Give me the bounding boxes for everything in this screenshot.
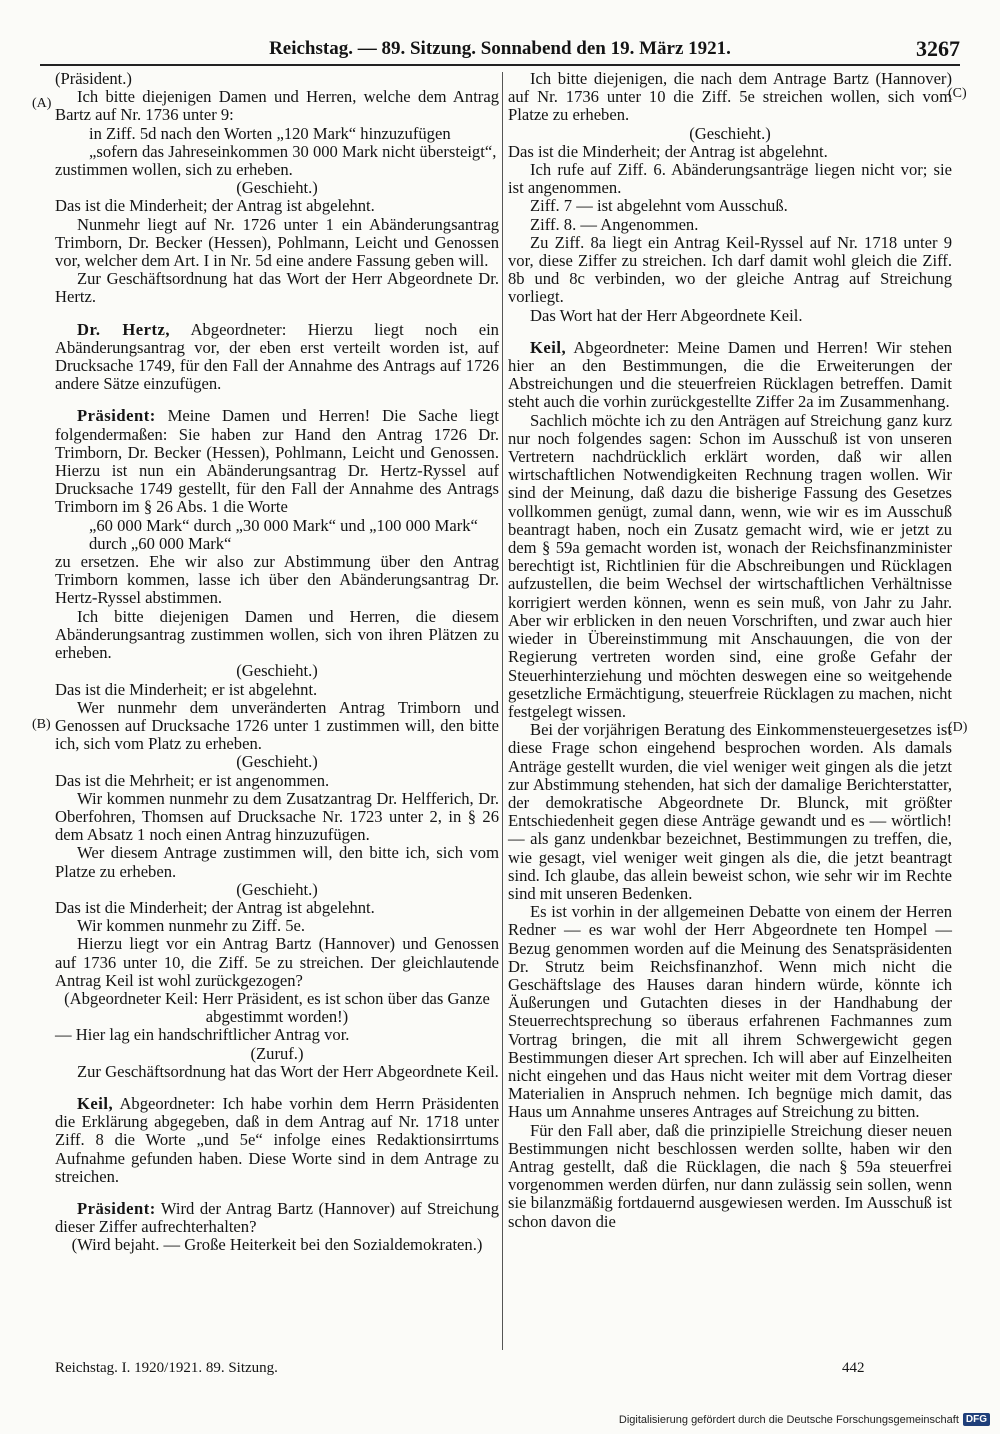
speaker-name: Präsident: xyxy=(77,1198,156,1218)
speech-paragraph xyxy=(55,1200,499,1236)
footer-page-code: 442 xyxy=(842,1360,865,1376)
page-header xyxy=(40,36,960,64)
speech-paragraph xyxy=(55,407,499,516)
footer-session-line: Reichstag. I. 1920/1921. 89. Sitzung. xyxy=(55,1360,278,1376)
paragraph: Hierzu liegt vor ein Antrag Bartz (Hannover) und Genossen auf 1736 unter 10, die Ziff. 5e zu streichen. Der gleichlautende Antrag Keil ist wohl zurückgezogen? xyxy=(55,934,499,990)
paragraph: Ich rufe auf Ziff. 6. Abänderungsanträge liegen nicht vor; sie ist angenommen. xyxy=(508,160,952,198)
paragraph: — Hier lag ein handschriftlicher Antrag vor. xyxy=(55,1025,350,1045)
left-column xyxy=(55,70,499,1255)
stage-direction: (Geschieht.) xyxy=(689,123,771,143)
paragraph: Nunmehr liegt auf Nr. 1726 unter 1 ein Abänderungsantrag Trimborn, Dr. Becker (Hessen), Pohlmann, Leicht und Genossen vor, welcher dem Art. I in Nr. 5d eine andere Fassung geben will. xyxy=(55,214,499,271)
stage-direction: (Geschieht.) xyxy=(236,752,318,772)
paragraph: Ich bitte diejenigen Damen und Herren, welche dem Antrag Bartz auf Nr. 1736 unter 9: xyxy=(55,87,499,125)
paragraph: Bei der vorjährigen Beratung des Einkommensteuergesetzes ist diese Frage schon eingehend besprochen worden. Als damals Anträge gestellt wurden, die viel weniger weit gingen als die jetzt zur Abstimmung stehenden, hat sich der damalige Berichterstatter, der demokratische Abgeordnete Dr. Blunck, mit größter Entschiedenheit gegen diese Anträge gewandt und es — wörtlich! — als ganz undenkbar bezeichnet, Bestimmungen zu treffen, die, wie gesagt, viel weniger weit gingen als die, die jetzt beantragt sind. Ich glaube, das allein beweist schon, wie sehr wir im Rechte sind mit unseren Bedenken. xyxy=(508,720,952,903)
speech-text: Meine Damen und Herren! Die Sache liegt folgendermaßen: Sie haben zur Hand den Antrag 1726 Dr. Trimborn, Dr. Becker (Hessen), Pohlmann, Leicht und Genossen. Hierzu ist nun ein Abänderungsantrag Dr. Hertz-Ryssel auf Drucksache 1749 gestellt, für den Fall der Annahme des Antrags Trimborn im § 26 Abs. 1 die Worte xyxy=(55,406,499,517)
header-rule xyxy=(40,64,960,66)
paragraph: Wer diesem Antrage zustimmen will, den bitte ich, sich vom Platze zu erheben. xyxy=(55,843,499,881)
header-page-number: 3267 xyxy=(916,36,960,61)
paragraph: Zur Geschäftsordnung hat das Wort der Herr Abgeordnete Keil. xyxy=(77,1061,499,1081)
speech-text: Wird der Antrag Bartz (Hannover) auf Streichung dieser Ziffer aufrechterhalten? xyxy=(55,1198,499,1237)
paragraph: zu ersetzen. Ehe wir also zur Abstimmung über den Antrag Trimborn kommen, lasse ich über den Abänderungsantrag Dr. Hertz-Ryssel abstimmen. xyxy=(55,552,499,608)
paragraph: Das ist die Minderheit; er ist abgelehnt. xyxy=(55,679,318,699)
header-title: Reichstag. — 89. Sitzung. Sonnabend den 19. März 1921. xyxy=(269,38,731,59)
speech-paragraph xyxy=(55,321,499,394)
speaker-name: Keil, xyxy=(77,1093,114,1113)
credit-text: Digitalisierung gefördert durch die Deutsche Forschungsgemeinschaft xyxy=(618,1413,959,1426)
stage-direction: (Geschieht.) xyxy=(236,879,318,899)
column-separator xyxy=(502,72,503,1350)
paragraph: Ziff. 8. — Angenommen. xyxy=(530,214,699,234)
stage-direction: (Wird bejaht. — Große Heiterkeit bei den Sozialdemokraten.) xyxy=(71,1235,483,1255)
paragraph: Für den Fall aber, daß die prinzipielle Streichung dieser neuen Bestimmungen nicht beschlossen werden sollte, haben wir den Antrag gestellt, daß die Rücklagen, die nach § 59a steuerfrei vorgenommen werden dürfen, nur dann zulässig sein sollen, wenn sie bilanzmäßig fortdauernd ausgewiesen werden. Im Ausschuß ist schon davon die xyxy=(508,1120,952,1231)
dfg-logo: DFG xyxy=(963,1413,990,1426)
paragraph: Ich bitte diejenigen Damen und Herren, die diesem Abänderungsantrag zustimmen wollen, sich von ihren Plätzen zu erheben. xyxy=(55,606,499,663)
paragraph: zustimmen wollen, sich zu erheben. xyxy=(55,160,293,180)
paragraph: (Präsident.) xyxy=(55,69,132,88)
speech-paragraph xyxy=(55,1095,499,1186)
stage-direction: (Geschieht.) xyxy=(236,661,318,681)
margin-label-c: (C) xyxy=(948,86,967,101)
speech-paragraph xyxy=(508,339,952,412)
paragraph: Wer nunmehr dem unveränderten Antrag Trimborn und Genossen auf Drucksache 1726 unter 1 zustimmen will, den bitte ich, sich vom Platz zu erheben. xyxy=(55,697,499,754)
paragraph: Ziff. 7 — ist abgelehnt vom Ausschuß. xyxy=(530,196,788,216)
speaker-name: Präsident: xyxy=(77,406,156,426)
paragraph: Sachlich möchte ich zu den Anträgen auf Streichung ganz kurz nur noch folgendes sagen: Schon im Ausschuß ist von unseren Vertretern nachdrücklich erklärt worden, daß wir allen wirtschaftlichen Notwendigkeiten Rechnung tragen wollen. Wir sind der Meinung, daß dazu die bisherige Fassung des Gesetzes vollkommen genügt, zumal dann, wenn, wie wir es im Ausschuß beantragt haben, noch ein Zusatz gemacht wird, wie er jetzt zu dem § 59a gemacht worden ist, wonach der Reichsfinanzminister berechtigt ist, Richtlinien für die Abschreibungen und Rücklagen aufzustellen, die beim Wechsel der wirtschaftlichen Verhältnisse korrigiert werden können, wenn es sein muß, von Jahr zu Jahr. Aber wir erblicken in den neuen Vorschriften, und zwar auch hier wieder in Übereinstimmung mit Anschauungen, die von der Regierung vertreten worden sind, eine große Gefahr der Steuerhinterziehung und möchten deswegen eine so weitgehende gesetzliche Ermächtigung, steuerfreie Rücklagen zu machen, nicht festgelegt wissen. xyxy=(508,410,952,721)
speaker-name: Dr. Hertz, xyxy=(77,319,171,339)
speech-text: Abgeordneter: Meine Damen und Herren! Wir stehen hier an den Bestimmungen, die die Erweiterungen der Abstreichungen und die steuerfreien Rücklagen betreffen. Damit steht auch die vorhin zurückgestellte Ziffer 2a im Zusammenhang. xyxy=(508,337,952,412)
right-column xyxy=(508,70,952,1231)
paragraph: Das ist die Minderheit; der Antrag ist abgelehnt. xyxy=(508,141,828,161)
quote: „60 000 Mark“ durch „30 000 Mark“ und „100 000 Mark“ durch „60 000 Mark“ xyxy=(89,515,478,553)
paragraph: Zu Ziff. 8a liegt ein Antrag Keil-Ryssel auf Nr. 1718 unter 9 vor, diese Ziffer zu streichen. Ich darf damit wohl gleich die Ziff. 8b und 8c verbinden, wo der gleiche Antrag auf Streichung vorliegt. xyxy=(508,232,952,307)
paragraph: Wir kommen nunmehr zu dem Zusatzantrag Dr. Helfferich, Dr. Oberfohren, Thomsen auf Drucksache Nr. 1723 unter 2, in § 26 dem Absatz 1 noch einen Antrag hinzuzufügen. xyxy=(55,788,499,845)
margin-label-d: (D) xyxy=(948,720,968,735)
margin-label-b: (B) xyxy=(32,717,51,732)
stage-direction: (Zuruf.) xyxy=(250,1043,304,1063)
paragraph: Das ist die Minderheit; der Antrag ist abgelehnt. xyxy=(55,897,375,917)
margin-label-a: (A) xyxy=(32,96,52,111)
quote: in Ziff. 5d nach den Worten „120 Mark“ hinzuzufügen „sofern das Jahreseinkommen 30 000 Mark nicht übersteigt“, xyxy=(89,123,497,161)
paragraph: Zur Geschäftsordnung hat das Wort der Herr Abgeordnete Dr. Hertz. xyxy=(55,269,499,307)
stage-direction: (Geschieht.) xyxy=(236,178,318,198)
speech-text: Abgeordneter: Hierzu liegt noch ein Abänderungsantrag vor, der eben erst verteilt worden ist, auf Drucksache 1749, für den Fall der Annahme des Antrags auf 1726 andere Sätze einzufügen. xyxy=(55,319,499,394)
speaker-name: Keil, xyxy=(530,337,567,357)
paragraph: Das ist die Mehrheit; er ist angenommen. xyxy=(55,770,330,790)
paragraph: Das ist die Minderheit; der Antrag ist abgelehnt. xyxy=(55,196,375,216)
speech-text: Abgeordneter: Ich habe vorhin dem Herrn Präsidenten die Erklärung abgegeben, daß in dem Antrag auf Nr. 1718 unter Ziff. 8 die Worte „und 5e“ infolge eines Redaktionsirrtums Aufnahme gefunden haben. Diese Worte sind in dem Antrage zu streichen. xyxy=(55,1093,499,1186)
interjection: (Abgeordneter Keil: Herr Präsident, es ist schon über das Ganze abgestimmt worden!) xyxy=(64,988,490,1027)
paragraph: Wir kommen nunmehr zu Ziff. 5e. xyxy=(77,916,306,936)
paragraph: Ich bitte diejenigen, die nach dem Antrage Bartz (Hannover) auf Nr. 1736 unter 10 die Ziff. 5e streichen wollen, sich vom Platze zu erheben. xyxy=(508,69,952,125)
paragraph: Das Wort hat der Herr Abgeordnete Keil. xyxy=(530,305,803,325)
digitization-credit xyxy=(619,1413,990,1426)
paragraph: Es ist vorhin in der allgemeinen Debatte von einem der Herren Redner — es war wohl der Herr Abgeordnete ten Hompel — Bezug genommen worden auf die Meinung des Senatspräsidenten Dr. Strutz beim Reichsfinanzhof. Wenn mich nicht die Geschäftslage des Hauses daran hindern würde, könnte ich Äußerungen und Gutachten dieses in der Handhabung der Steuerrechtsprechung so überaus erfahrenen Fachmannes zum Vortrag bringen, die mit all ihrem Schwergewicht gegen Bestimmungen dieser Art sprechen. Ich will aber auf Einzelheiten nicht eingehen und das Haus nicht weiter mit dem Vortrag dieser Materialien in Anspruch nehmen. Ich begnüge mich damit, das Haus um Annahme unseres Antrages auf Streichung zu bitten. xyxy=(508,902,952,1122)
